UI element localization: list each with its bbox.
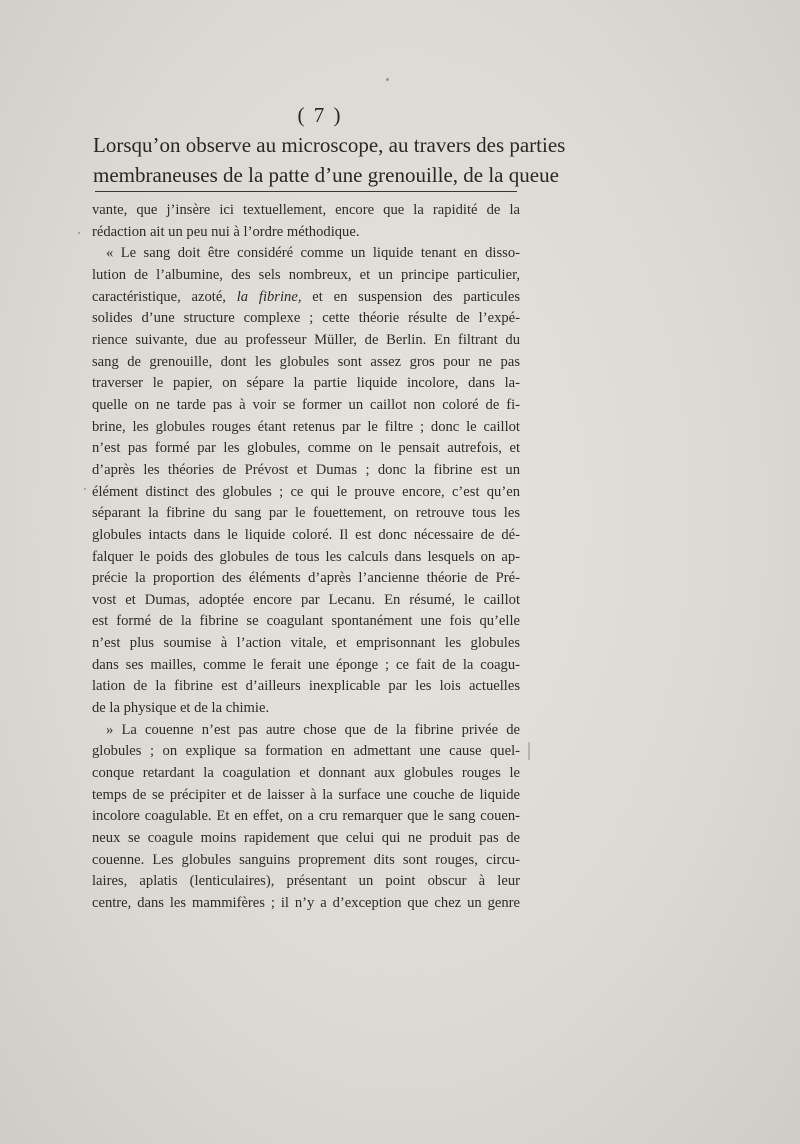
footnote-line: solides d’une structure complexe ; cette théorie résulte de l’expé- [92,310,520,327]
footnote-line: conque retardant la coagulation et donnant aux globules rouges le [92,765,520,782]
footnote-line: falquer le poids des globules de tous les calculs dans lesquels on ap- [92,548,520,565]
footnote-line: est formé de la fibrine se coagulant spontanément une fois qu’elle [92,613,520,630]
footnote-block [92,200,520,915]
footnote-line: vante, que j’insère ici textuellement, encore que la rapidité de la [92,202,520,218]
footnote-line: « Le sang doit être considéré comme un liquide tenant en disso- [106,245,520,262]
footnote-line: incolore coagulable. Et en effet, on a cru remarquer que le sang couen- [92,808,520,825]
footnote-line: séparant la fibrine du sang par le fouettement, on retrouve tous les [92,505,520,522]
footnote-line: » La couenne n’est pas autre chose que de la fibrine privée de [106,721,520,738]
footnote-line: traverser le papier, on sépare la partie liquide incolore, dans la- [92,375,520,392]
footnote-line: rédaction ait un peu nui à l’ordre méthodique. [92,223,360,240]
footnote-line: couenne. Les globules sanguins proprement dits sont rouges, circu- [92,851,520,868]
footnote-line: centre, dans les mammifères ; il n’y a d’exception que chez un genre [92,895,520,911]
footnote-line: n’est pas formé par les globules, comme on le pensait autrefois, et [92,440,520,457]
footnote-line: temps de se précipiter et de laisser à la surface une couche de liquide [92,786,520,803]
footnote-line: de la physique et de la chimie. [92,700,270,717]
main-text-line: membraneuses de la patte d’une grenouille, de la queue [93,163,559,187]
footnote-line: globules intacts dans le liquide coloré. Il est donc nécessaire de dé- [92,526,520,543]
footnote-line: laires, aplatis (lenticulaires), présentant un point obscur à leur [92,873,520,890]
footnote-line: brine, les globules rouges étant retenus par le filtre ; donc le caillot [92,418,520,435]
footnote-line: rience suivante, due au professeur Müller, de Berlin. En filtrant du [92,331,520,348]
footnote-line: quelle on ne tarde pas à voir se former un caillot non coloré de fi- [92,396,520,413]
paper-speck [528,742,530,760]
footnote-line: vost et Dumas, adoptée encore par Lecanu. En résumé, le caillot [92,591,520,608]
footnote-line: lution de l’albumine, des sels nombreux, et un principe particulier, [92,266,520,283]
italic-term: la fibrine [236,288,298,305]
main-text-line: Lorsqu’on observe au microscope, au travers des parties [93,133,566,157]
paper-speck [78,232,80,234]
paper-speck [386,78,389,81]
paper-speck [84,488,86,490]
main-text [93,130,566,190]
footnote-line: élément distinct des globules ; ce qui le prouve encore, c’est qu’en [92,483,520,500]
footnote-line: caractéristique, azoté, la fibrine, et en suspension des particules [92,288,520,305]
footnote-line: lation de la fibrine est d’ailleurs inexplicable par les lois actuelles [92,678,520,695]
footnote-line: sang de grenouille, dont les globules sont assez gros pour ne pas [92,353,520,370]
page-number: ( 7 ) [297,103,343,127]
footnote-separator-rule [95,191,517,192]
footnote-line: précie la proportion des éléments d’après l’ancienne théorie de Pré- [92,570,520,587]
footnote-line: d’après les théories de Prévost et Dumas ; donc la fibrine est un [92,461,520,478]
footnote-line: neux se coagule moins rapidement que celui qui ne produit pas de [92,830,520,847]
footnote-line: n’est plus soumise à l’action vitale, et emprisonnant les globules [92,635,520,652]
footnote-line: globules ; on explique sa formation en admettant une cause quel- [92,743,520,760]
footnote-line: dans ses mailles, comme le ferait une éponge ; ce fait de la coagu- [92,656,520,673]
